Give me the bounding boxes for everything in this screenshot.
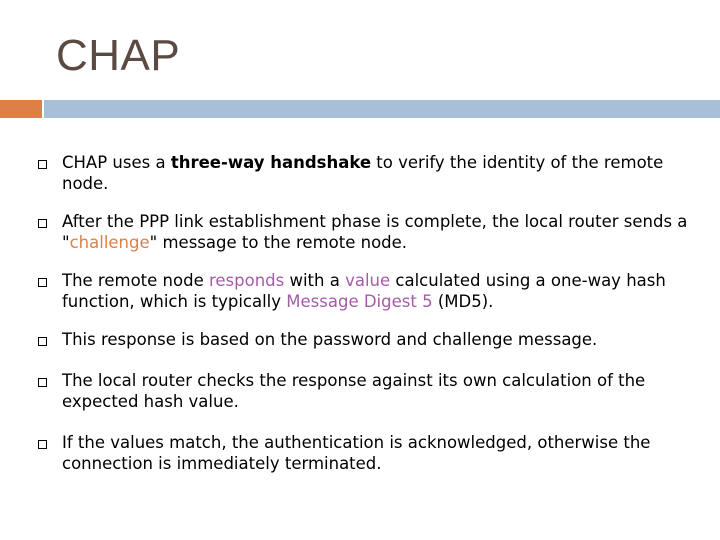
bullet-3-text-a: The remote node	[62, 271, 209, 290]
bullet-3-text-c: calculated using a one-way hash function, which is typically	[62, 271, 666, 311]
slide-title: CHAP	[56, 31, 181, 80]
title-rule-accent	[0, 100, 42, 118]
square-bullet-icon	[38, 378, 47, 387]
bullet-5-text: The local router checks the response against its own calculation of the expected hash value.	[62, 371, 646, 411]
bullet-item-3	[38, 270, 698, 312]
bullet-list	[38, 152, 698, 474]
square-bullet-icon	[38, 337, 47, 346]
bullet-item-1	[38, 152, 698, 194]
bullet-2-challenge: challenge	[69, 233, 150, 252]
bullet-2-text-b: " message to the remote node.	[149, 233, 408, 252]
bullet-6-text: If the values match, the authentication is acknowledged, otherwise the connection is immediately terminated.	[62, 433, 651, 473]
bullet-item-4	[38, 329, 698, 350]
square-bullet-icon	[38, 440, 47, 449]
bullet-2-text-a: After the PPP link establishment phase is complete, the local router sends a "	[62, 212, 688, 252]
square-bullet-icon	[38, 160, 47, 169]
bullet-3-md5-name: Message Digest 5	[286, 292, 433, 311]
title-rule-band	[44, 100, 720, 118]
bullet-3-responds: responds	[208, 271, 285, 290]
bullet-item-2	[38, 211, 698, 253]
bullet-3-text-b: with a	[284, 271, 346, 290]
square-bullet-icon	[38, 278, 47, 287]
bullet-item-6	[38, 432, 698, 474]
bullet-4-text: This response is based on the password and challenge message.	[62, 330, 598, 349]
bullet-1-text-a: CHAP uses a	[62, 153, 171, 172]
bullet-1-emphasis: three-way handshake	[170, 153, 372, 172]
bullet-item-5	[38, 370, 698, 412]
bullet-1-text-b: to verify the identity of the remote node.	[62, 153, 664, 193]
bullet-3-text-d: (MD5).	[432, 292, 494, 311]
square-bullet-icon	[38, 219, 47, 228]
bullet-3-value: value	[345, 271, 391, 290]
